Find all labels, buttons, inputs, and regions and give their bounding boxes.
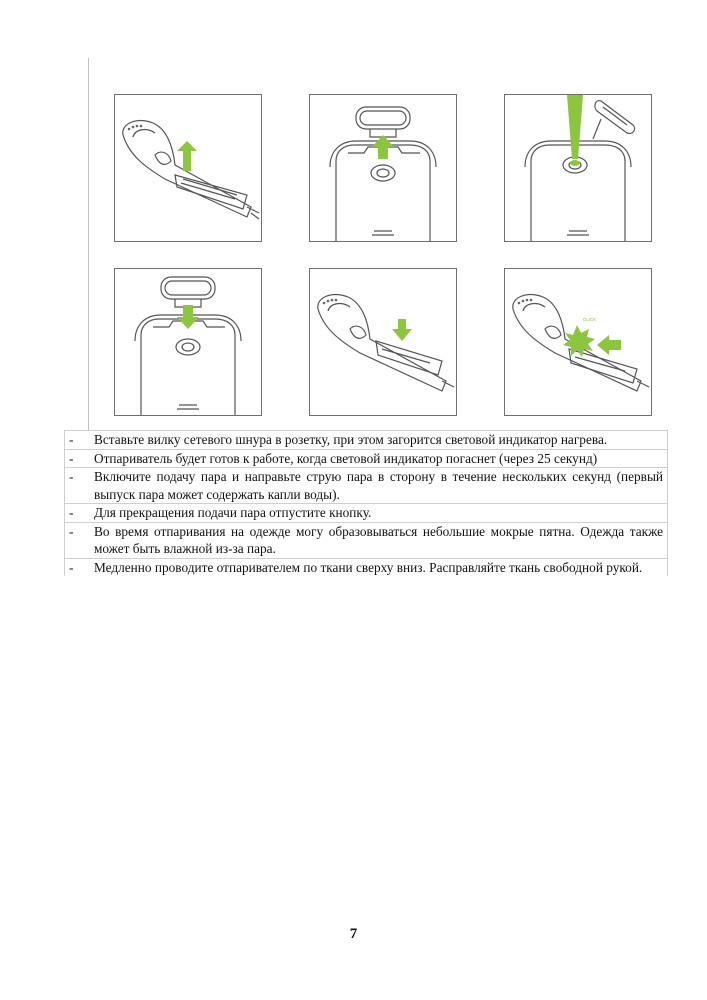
- instruction-text: Медленно проводите отпаривателем по ткани сверху вниз. Расправляйте ткань свободной рукой.: [94, 559, 643, 575]
- instruction-list: [64, 430, 668, 576]
- instruction-item: [64, 522, 668, 558]
- margin-line: [88, 58, 89, 430]
- figure-fill-water: [504, 94, 652, 242]
- instruction-text: Отпариватель будет готов к работе, когда световой индикатор погаснет (через 25 секунд): [94, 450, 598, 466]
- instruction-text: Во время отпаривания на одежде могу образовываться небольшие мокрые пятна. Одежда также может быть влажной из-за пара.: [94, 523, 663, 556]
- instruction-item: [64, 430, 668, 449]
- bullet-dash: -: [69, 559, 74, 575]
- figure-click: [504, 268, 652, 416]
- bullet-dash: -: [69, 469, 74, 484]
- arrow-up-icon: [372, 135, 394, 159]
- arrow-left-icon: [597, 335, 621, 355]
- water-stream-icon: [567, 95, 583, 159]
- page-number: 7: [349, 926, 358, 942]
- figure-remove-tank: [114, 94, 262, 242]
- bullet-dash: -: [69, 505, 74, 520]
- instruction-item: [64, 449, 668, 468]
- instruction-text: Включите подачу пара и направьте струю пара в сторону в течение нескольких секунд (первый выпуск пара может содержать капли воды).: [94, 469, 663, 502]
- bullet-dash: -: [69, 432, 74, 447]
- arrow-up-icon: [177, 141, 197, 171]
- bullet-dash: -: [69, 523, 74, 539]
- figure-open-cap: [309, 94, 457, 242]
- instruction-text: Вставьте вилку сетевого шнура в розетку, при этом загорится световой индикатор нагрева.: [94, 432, 608, 447]
- instruction-item: [64, 467, 668, 503]
- arrow-down-icon: [392, 319, 412, 341]
- instruction-item: [64, 503, 668, 522]
- figure-insert-tank: [309, 268, 457, 416]
- figure-close-cap: [114, 268, 262, 416]
- instruction-text: Для прекращения подачи пара отпустите кнопку.: [94, 505, 372, 520]
- arrow-down-icon: [177, 305, 199, 329]
- click-label: CLICK: [583, 317, 597, 322]
- instruction-item: [64, 558, 668, 577]
- bullet-dash: -: [69, 450, 74, 466]
